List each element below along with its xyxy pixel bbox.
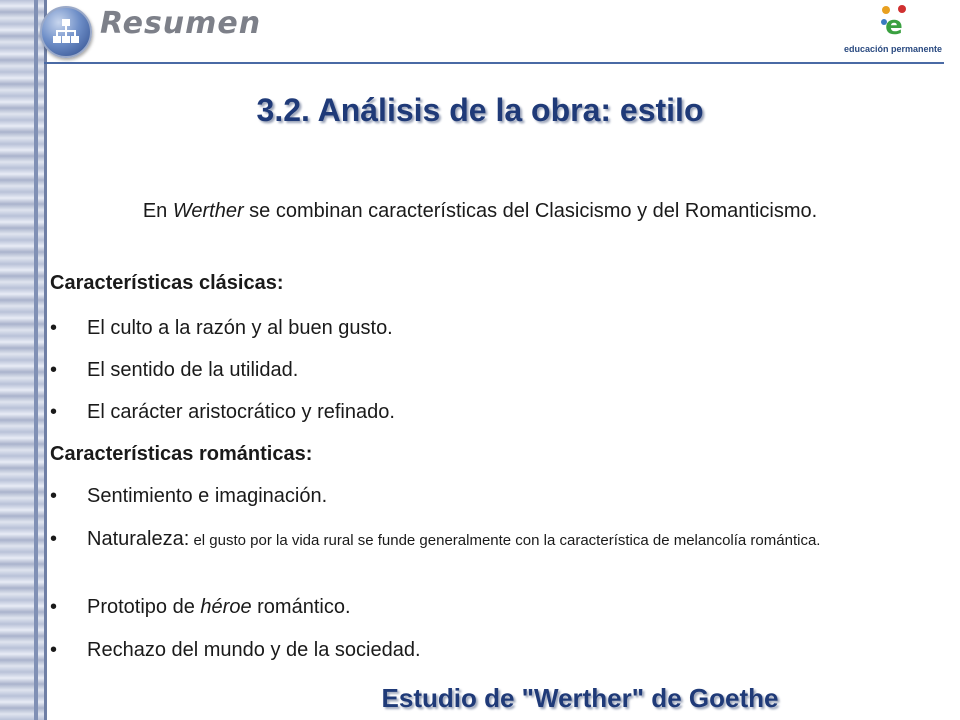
section-heading-romantic: Características románticas:: [50, 443, 313, 465]
left-decorative-border: [0, 0, 47, 720]
brand-logo: [838, 4, 948, 60]
brand-e-icon: [880, 4, 908, 40]
intro-text: En Werther se combinan características del Clasicismo y del Romanticismo.: [142, 200, 818, 222]
slide-title: 3.2. Análisis de la obra: estilo: [256, 92, 704, 128]
header-title: Resumen: [100, 6, 262, 41]
org-chart-icon: [40, 6, 92, 58]
footer-title: Estudio de "Werther" de Goethe: [381, 683, 779, 713]
svg-text:e: e: [885, 11, 903, 40]
section-heading-classic: Características clásicas:: [50, 272, 284, 294]
header-divider: [44, 62, 944, 64]
brand-text: educación permanente: [843, 44, 943, 54]
